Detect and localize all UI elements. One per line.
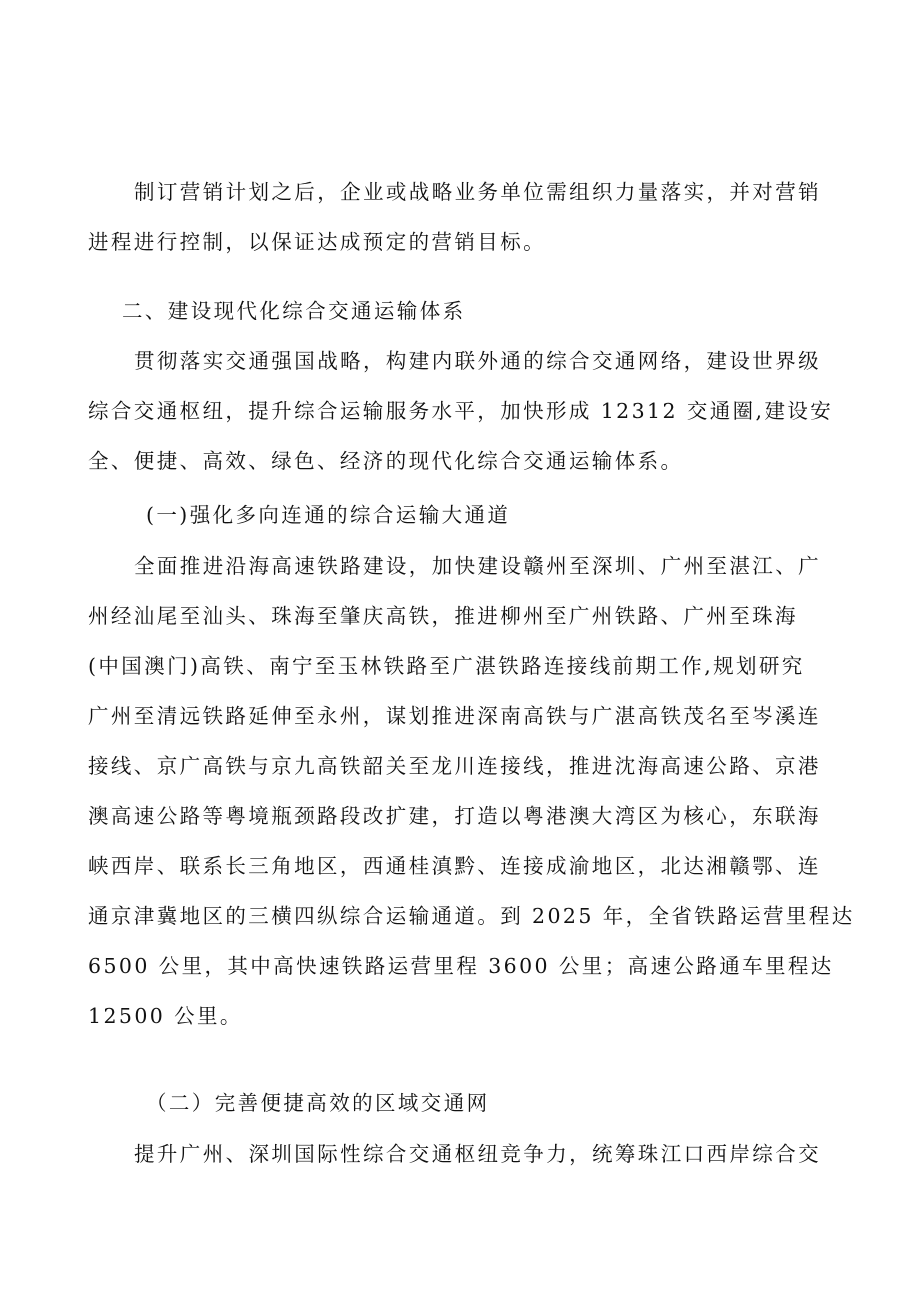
text-line: 峡西岸、联系长三角地区，西通桂滇黔、连接成渝地区，北达湘赣鄂、连 [88,854,821,878]
text-line: 6500 公里，其中高快速铁路运营里程 3600 公里；高速公路通车里程达 [88,954,834,978]
text-line: 进程进行控制，以保证达成预定的营销目标。 [88,230,546,254]
text-line: 澳高速公路等粤境瓶颈路段改扩建，打造以粤港澳大湾区为核心，东联海 [88,804,821,828]
paragraph-marketing-control [88,174,840,260]
text-line: 提升广州、深圳国际性综合交通枢纽竞争力，统筹珠江口西岸综合交 [134,1142,821,1166]
text-line: (中国澳门)高铁、南宁至玉林铁路至广湛铁路连接线前期工作,规划研究 [88,654,805,678]
text-line: 综合交通枢纽，提升综合运输服务水平，加快形成 12312 交通圈,建设安 [88,399,834,423]
text-line: 通京津冀地区的三横四纵综合运输通道。到 2025 年，全省铁路运营里程达 [88,904,855,928]
paragraph-transport-corridors [88,548,855,1034]
text-line: 制订营销计划之后，企业或战略业务单位需组织力量落实，并对营销 [134,180,821,204]
text-line: 全、便捷、高效、绿色、经济的现代化综合交通运输体系。 [88,449,684,473]
text-line: 接线、京广高铁与京九高铁韶关至龙川连接线，推进沈海高速公路、京港 [88,754,821,778]
subsection-heading: (一)强化多向连通的综合运输大通道 [146,503,511,527]
paragraph-transport-strategy [88,343,840,479]
text-line: 12500 公里。 [88,1004,243,1028]
subsection-heading: （二）完善便捷高效的区域交通网 [146,1091,490,1115]
paragraph-regional-network [88,1136,840,1172]
text-line: 州经汕尾至汕头、珠海至肇庆高铁，推进柳州至广州铁路、广州至珠海 [88,604,798,628]
section-heading: 二、建设现代化综合交通运输体系 [122,299,466,323]
text-line: 全面推进沿海高速铁路建设，加快建设赣州至深圳、广州至湛江、广 [134,554,821,578]
text-line: 广州至清远铁路延伸至永州，谋划推进深南高铁与广湛高铁茂名至岑溪连 [88,704,821,728]
text-line: 贯彻落实交通强国战略，构建内联外通的综合交通网络，建设世界级 [134,349,821,373]
